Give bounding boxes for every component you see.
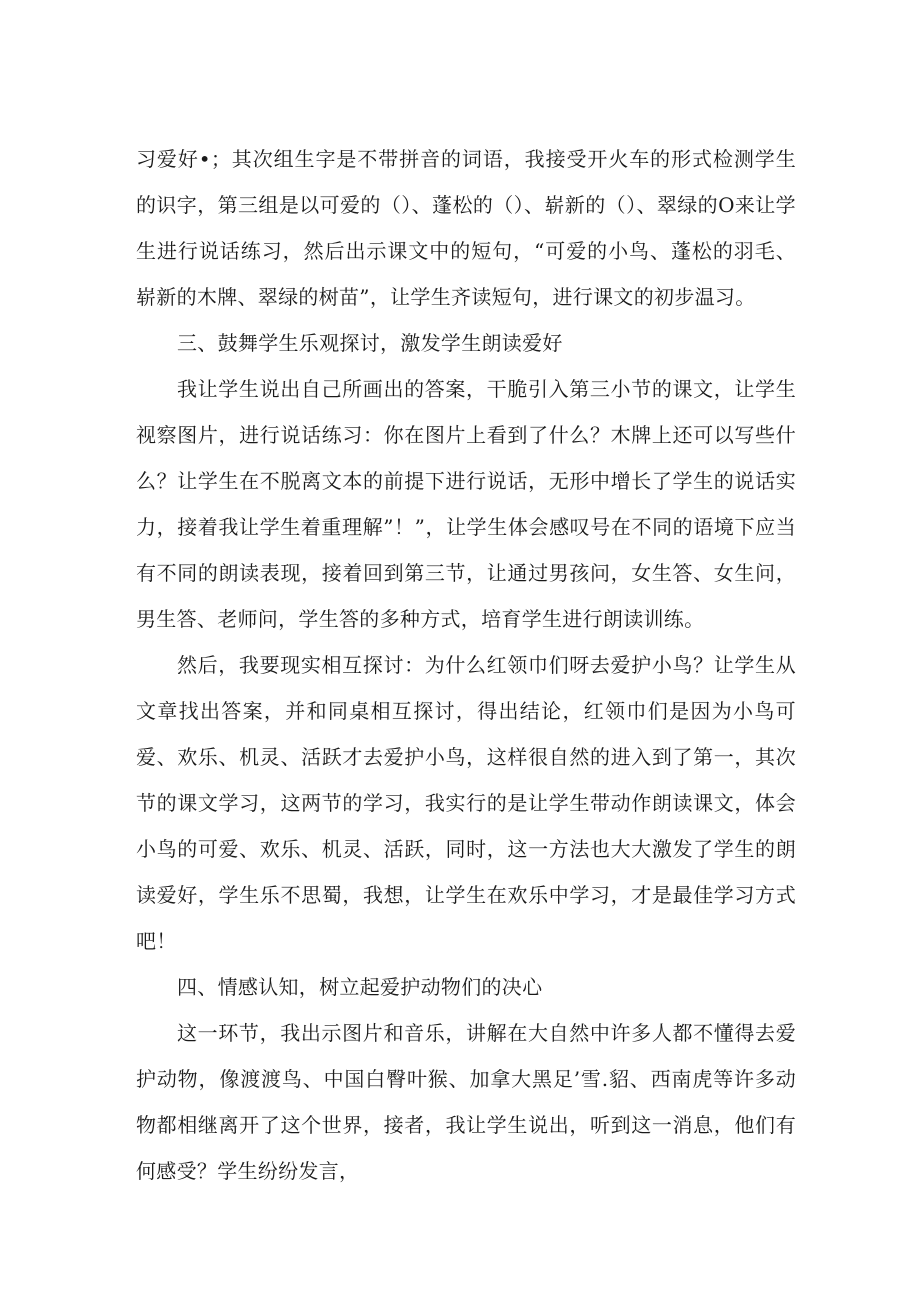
document-body bbox=[136, 136, 796, 1194]
section-heading-four: 四、情感认知，树立起爱护动物们的决心 bbox=[177, 975, 543, 999]
section-heading-three: 三、鼓舞学生乐观探讨，激发学生朗读爱好 bbox=[177, 331, 563, 355]
paragraph-red-scarf-discussion: 然后，我要现实相互探讨：为什么红领巾们呀去爱护小鸟？让学生从文章找出答案，并和同桌相互探讨，得出结论，红领巾们是因为小鸟可爱、欢乐、机灵、活跃才去爱护小鸟，这样很自然的进入到了第一，其次节的课文学习，这两节的学习，我实行的是让学生带动作朗读课文，体会小鸟的可爱、欢乐、机灵、活跃，同时，这一方法也大大激发了学生的朗读爱好，学生乐不思蜀，我想，让学生在欢乐中学习，才是最佳学习方式吧！ bbox=[136, 653, 796, 953]
paragraph-continuation: 习爱好•；其次组生字是不带拼音的词语，我接受开火车的形式检测学生的识字，第三组是以可爱的（）、蓬松的（）、崭新的（）、翠绿的O来让学生进行说话练习，然后出示课文中的短句，“可爱的小鸟、蓬松的羽毛、崭新的木牌、翠绿的树苗”，让学生齐读短句，进行课文的初步温习。 bbox=[136, 147, 796, 309]
paragraph-emotion-cognition: 这一环节，我出示图片和音乐，讲解在大自然中许多人都不懂得去爱护动物，像渡渡鸟、中国白臀叶猴、加拿大黑足’雪.貂、西南虎等许多动物都相继离开了这个世界，接者，我让学生说出，听到这一消息，他们有何感受？学生纷纷发言， bbox=[136, 1021, 796, 1183]
paragraph-answers-discussion: 我让学生说出自己所画出的答案，干脆引入第三小节的课文，让学生视察图片，进行说话练习：你在图片上看到了什么？木牌上还可以写些什么？让学生在不脱离文本的前提下进行说话，无形中增长了学生的说话实力，接着我让学生着重理解”！”，让学生体会感叹号在不同的语境下应当有不同的朗读表现，接着回到第三节，让通过男孩问，女生答、女生问，男生答、老师问，学生答的多种方式，培育学生进行朗读训练。 bbox=[136, 377, 796, 631]
